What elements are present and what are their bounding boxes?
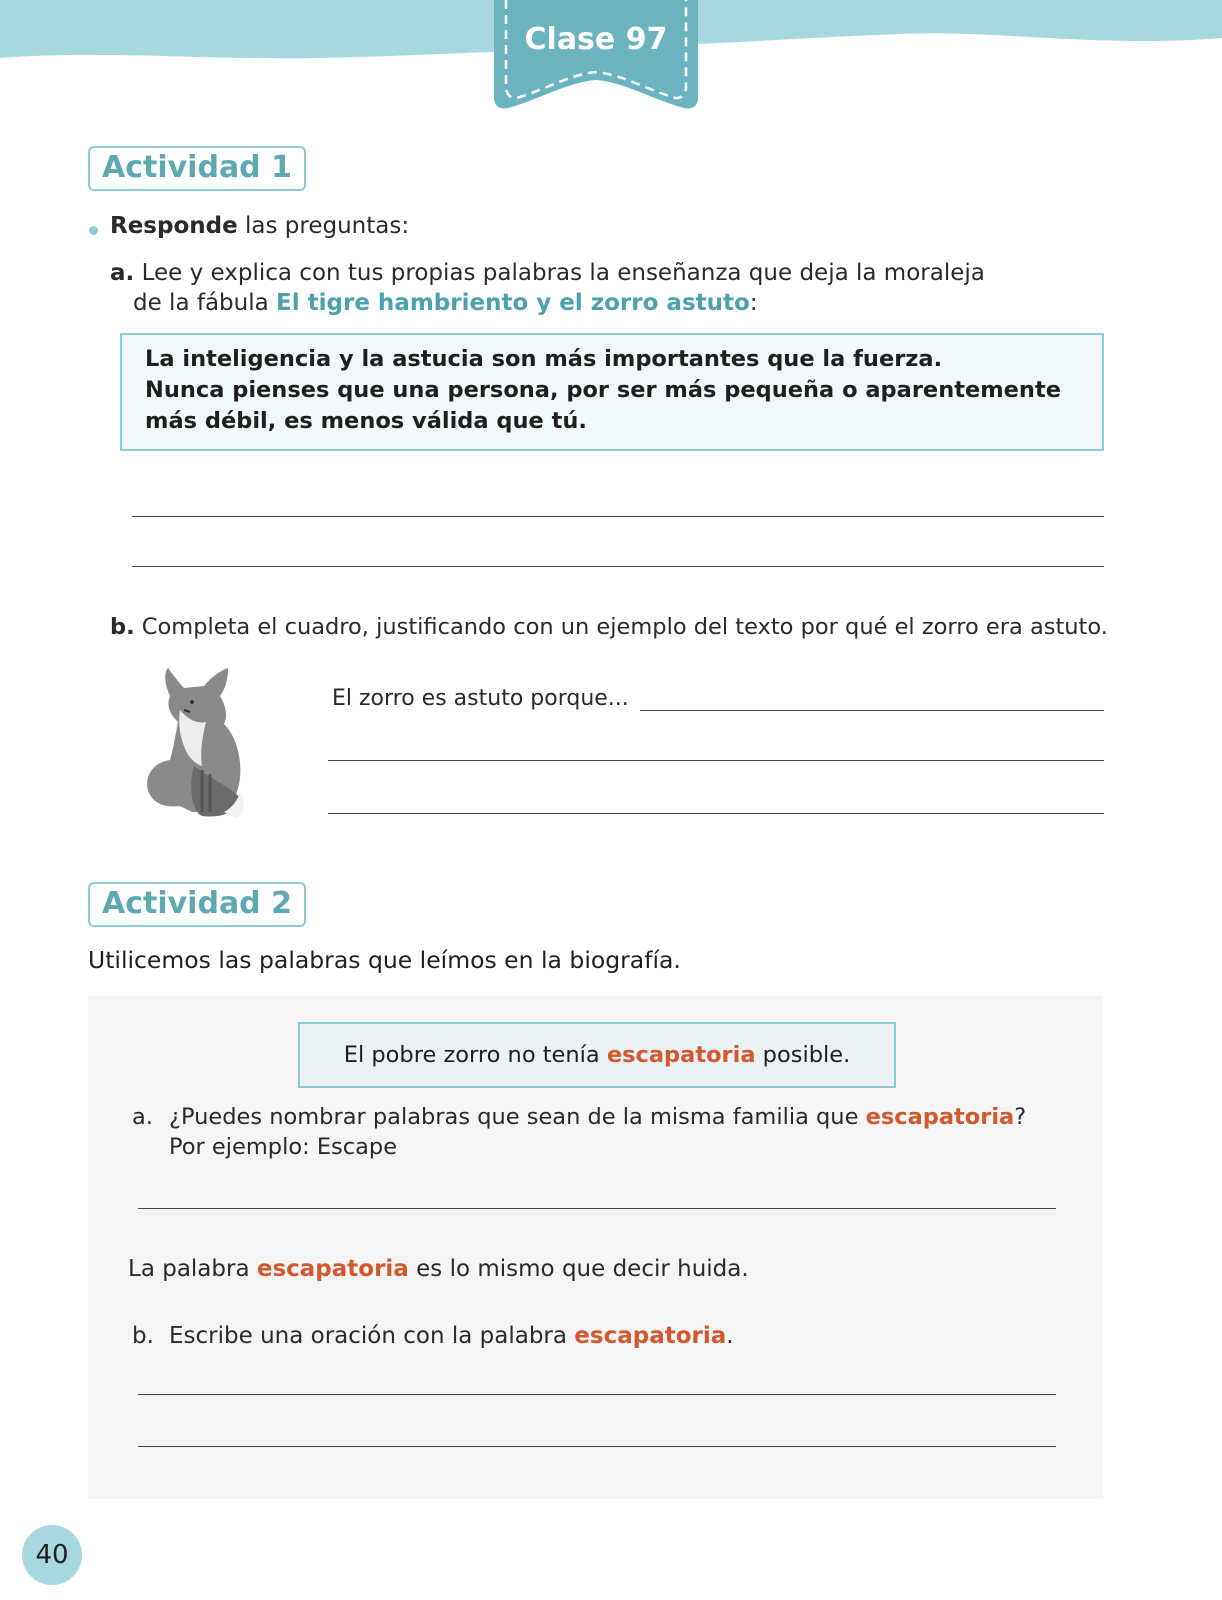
fox-illustration	[140, 666, 250, 826]
question-a-line1	[110, 258, 985, 288]
question-2a	[169, 1102, 1026, 1132]
fable-title: El tigre hambriento y el zorro astuto	[276, 290, 750, 316]
question-a-line2	[133, 288, 758, 318]
definition-post: es lo mismo que decir huida.	[408, 1256, 749, 1282]
question-2a-word: escapatoria	[865, 1104, 1015, 1130]
actividad-2-intro: Utilicemos las palabras que leímos en la biografía.	[88, 946, 681, 974]
question-2b-post: .	[726, 1323, 734, 1349]
writing-line[interactable]	[328, 813, 1104, 814]
writing-line[interactable]	[640, 710, 1104, 711]
question-2a-marker: a.	[132, 1104, 153, 1130]
writing-line[interactable]	[328, 760, 1104, 761]
writing-line[interactable]	[132, 566, 1104, 567]
page-number: 40	[22, 1525, 82, 1585]
instruction-rest: las preguntas:	[237, 213, 410, 239]
instruction	[110, 211, 409, 241]
sentence-word: escapatoria	[606, 1042, 756, 1068]
writing-line[interactable]	[138, 1446, 1056, 1447]
definition	[128, 1254, 749, 1284]
clase-title: Clase 97	[524, 22, 668, 57]
writing-line[interactable]	[138, 1394, 1056, 1395]
question-2a-pre: ¿Puedes nombrar palabras que sean de la misma familia que	[169, 1104, 866, 1130]
question-2b-marker: b.	[132, 1323, 154, 1349]
question-2a-post: ?	[1014, 1104, 1027, 1130]
question-2b-word: escapatoria	[574, 1323, 727, 1349]
answer-line-1: La inteligencia y la astucia son más importantes que la fuerza.	[145, 346, 943, 372]
sentence-pre: El pobre zorro no tenía	[343, 1042, 607, 1068]
sentence-post: posible.	[755, 1042, 851, 1068]
question-a-text2-post: :	[749, 290, 758, 316]
question-a-text2-pre: de la fábula	[133, 290, 277, 316]
question-b-marker: b.	[110, 614, 135, 640]
fox-prompt: El zorro es astuto porque...	[332, 686, 629, 711]
question-2a-example: Por ejemplo: Escape	[169, 1134, 398, 1160]
definition-pre: La palabra	[128, 1256, 257, 1282]
question-b	[110, 612, 1108, 642]
question-2b	[169, 1321, 734, 1351]
answer-line-3: más débil, es menos válida que tú.	[145, 408, 587, 434]
actividad-2-label: Actividad 2	[88, 882, 306, 927]
instruction-bold: Responde	[110, 213, 238, 239]
bullet-icon	[89, 226, 98, 235]
definition-word: escapatoria	[256, 1256, 409, 1282]
writing-line[interactable]	[138, 1208, 1056, 1209]
example-sentence	[298, 1040, 896, 1070]
writing-line[interactable]	[132, 516, 1104, 517]
question-b-text: Completa el cuadro, justificando con un ejemplo del texto por qué el zorro era astuto.	[134, 614, 1108, 640]
question-a-text1: Lee y explica con tus propias palabras la enseñanza que deja la moraleja	[134, 260, 985, 286]
answer-line-2: Nunca pienses que una persona, por ser más pequeña o aparentemente	[145, 377, 1061, 403]
question-2b-pre: Escribe una oración con la palabra	[169, 1323, 575, 1349]
actividad-1-label: Actividad 1	[88, 146, 306, 191]
question-a-marker: a.	[110, 260, 135, 286]
